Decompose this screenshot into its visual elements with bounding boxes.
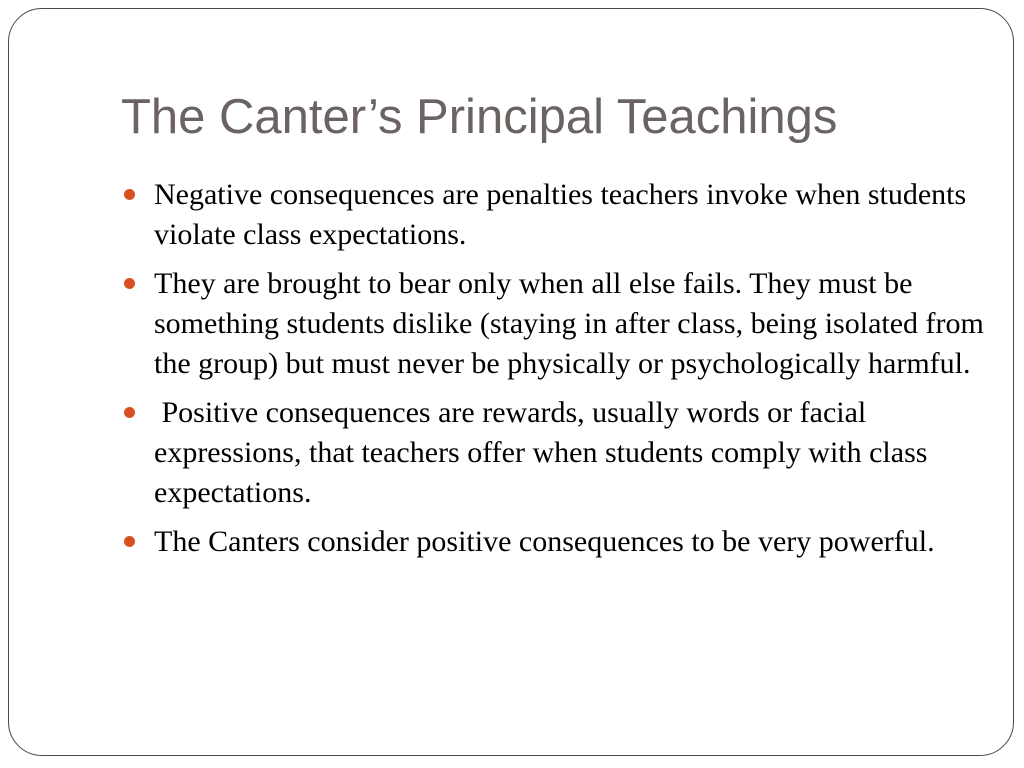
bullet-text: Negative consequences are penalties teachers invoke when students violate class expectations.: [154, 178, 967, 251]
filled-circle-icon: [124, 278, 135, 289]
bullet-text: Positive consequences are rewards, usually words or facial expressions, that teachers offer when students comply with class expectations.: [154, 396, 935, 509]
bullet-text: The Canters consider positive consequences to be very powerful.: [154, 525, 935, 558]
filled-circle-icon: [124, 189, 135, 200]
bullet-text: They are brought to bear only when all else fails. They must be something students dislike (staying in after class, being isolated from the group) but must never be physically or psychologically harmful.: [154, 267, 984, 380]
bullet-item-negative-consequences: [121, 175, 1001, 255]
bullet-item-when-all-else-fails: [121, 264, 1001, 384]
bullet-list: [121, 175, 1001, 571]
filled-circle-icon: [124, 536, 135, 547]
bullet-item-powerful: [121, 522, 1001, 562]
slide-title: The Canter’s Principal Teachings: [121, 90, 838, 144]
bullet-item-positive-consequences: [121, 393, 1001, 513]
filled-circle-icon: [124, 407, 135, 418]
slide-frame: [8, 8, 1014, 756]
